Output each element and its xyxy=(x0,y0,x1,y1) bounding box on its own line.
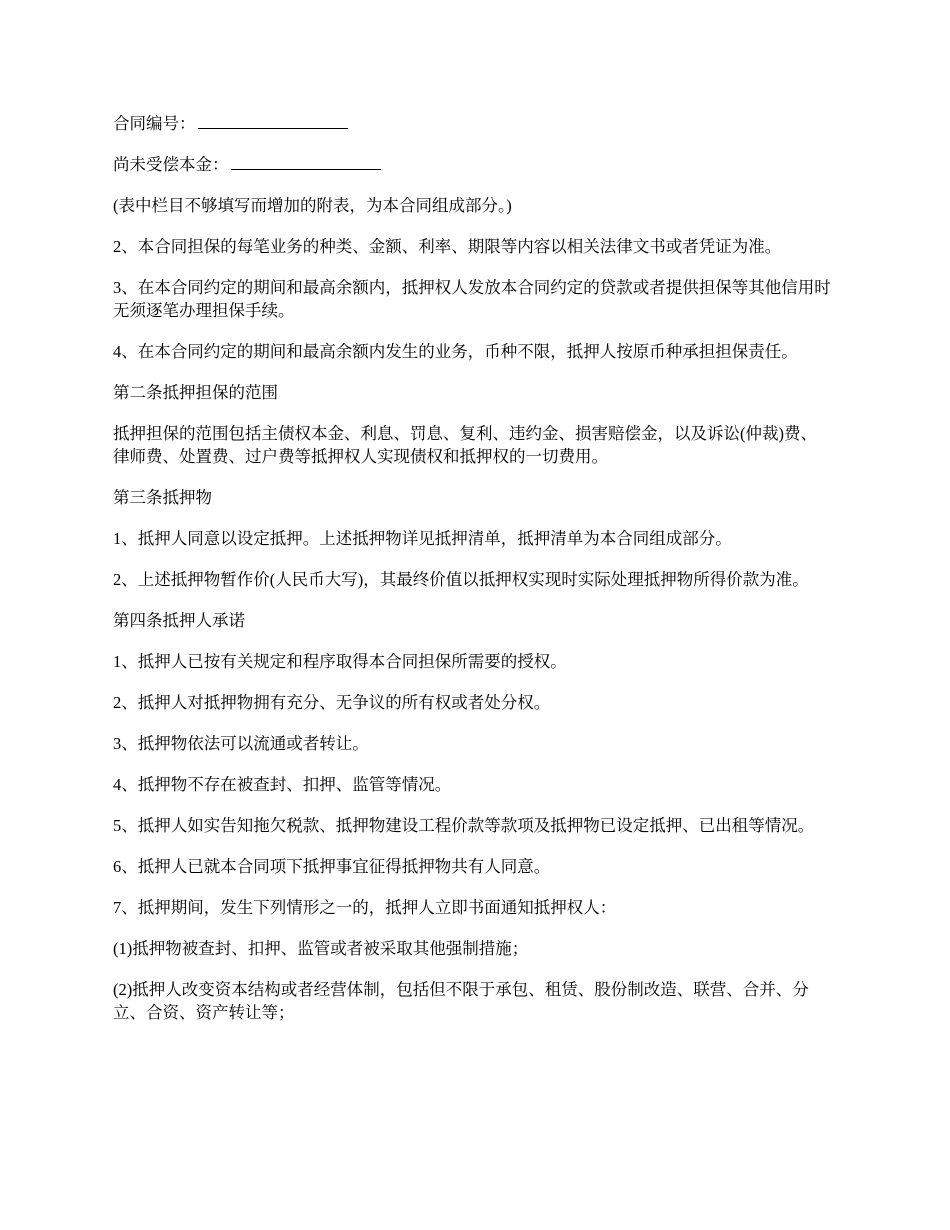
paragraph-appendix-note: (表中栏目不够填写而增加的附表，为本合同组成部分。) xyxy=(113,196,512,215)
section-heading-article-4: 第四条抵押人承诺 xyxy=(113,611,245,630)
paragraph-sub-item-1: (1)抵押物被查封、扣押、监管或者被采取其他强制措施； xyxy=(113,939,529,958)
contract-number-label: 合同编号： xyxy=(113,114,196,133)
paragraph-promise-6: 6、抵押人已就本合同项下抵押事宜征得抵押物共有人同意。 xyxy=(113,857,551,876)
paragraph-promise-1: 1、抵押人已按有关规定和程序取得本合同担保所需要的授权。 xyxy=(113,652,567,671)
contract-number-blank[interactable] xyxy=(198,112,348,129)
section-heading-article-2: 第二条抵押担保的范围 xyxy=(113,383,278,402)
paragraph-collateral-2: 2、上述抵押物暂作价(人民币大写)，其最终价值以抵押权实现时实际处理抵押物所得价款为准。 xyxy=(113,570,809,589)
document-page xyxy=(113,112,833,1042)
paragraph-promise-7: 7、抵押期间，发生下列情形之一的，抵押人立即书面通知抵押权人： xyxy=(113,898,617,917)
unpaid-principal-field xyxy=(113,153,833,176)
paragraph-promise-4: 4、抵押物不存在被查封、扣押、监管等情况。 xyxy=(113,775,452,794)
paragraph-clause-4: 4、在本合同约定的期间和最高余额内发生的业务，币种不限，抵押人按原币种承担担保责任。 xyxy=(113,342,798,361)
paragraph-clause-2: 2、本合同担保的每笔业务的种类、金额、利率、期限等内容以相关法律文书或者凭证为准。 xyxy=(113,237,782,256)
unpaid-principal-blank[interactable] xyxy=(231,153,381,170)
paragraph-collateral-1: 1、抵押人同意以设定抵押。上述抵押物详见抵押清单，抵押清单为本合同组成部分。 xyxy=(113,529,732,548)
paragraph-promise-2: 2、抵押人对抵押物拥有充分、无争议的所有权或者处分权。 xyxy=(113,693,551,712)
paragraph-promise-5: 5、抵押人如实告知拖欠税款、抵押物建设工程价款等款项及抵押物已设定抵押、已出租等情况。 xyxy=(113,816,815,835)
paragraph-sub-item-2: (2)抵押人改变资本结构或者经营体制，包括但不限于承包、租赁、股份制改造、联营、合并、分立、合资、资产转让等； xyxy=(113,980,809,1022)
section-heading-article-3: 第三条抵押物 xyxy=(113,488,212,507)
paragraph-clause-3: 3、在本合同约定的期间和最高余额内，抵押权人发放本合同约定的贷款或者提供担保等其他信用时无须逐笔办理担保手续。 xyxy=(113,278,831,320)
paragraph-promise-3: 3、抵押物依法可以流通或者转让。 xyxy=(113,734,369,753)
unpaid-principal-label: 尚未受偿本金： xyxy=(113,155,229,174)
paragraph-scope: 抵押担保的范围包括主债权本金、利息、罚息、复利、违约金、损害赔偿金，以及诉讼(仲裁)费、律师费、处置费、过户费等抵押权人实现债权和抵押权的一切费用。 xyxy=(113,424,817,466)
contract-number-field xyxy=(113,112,833,135)
